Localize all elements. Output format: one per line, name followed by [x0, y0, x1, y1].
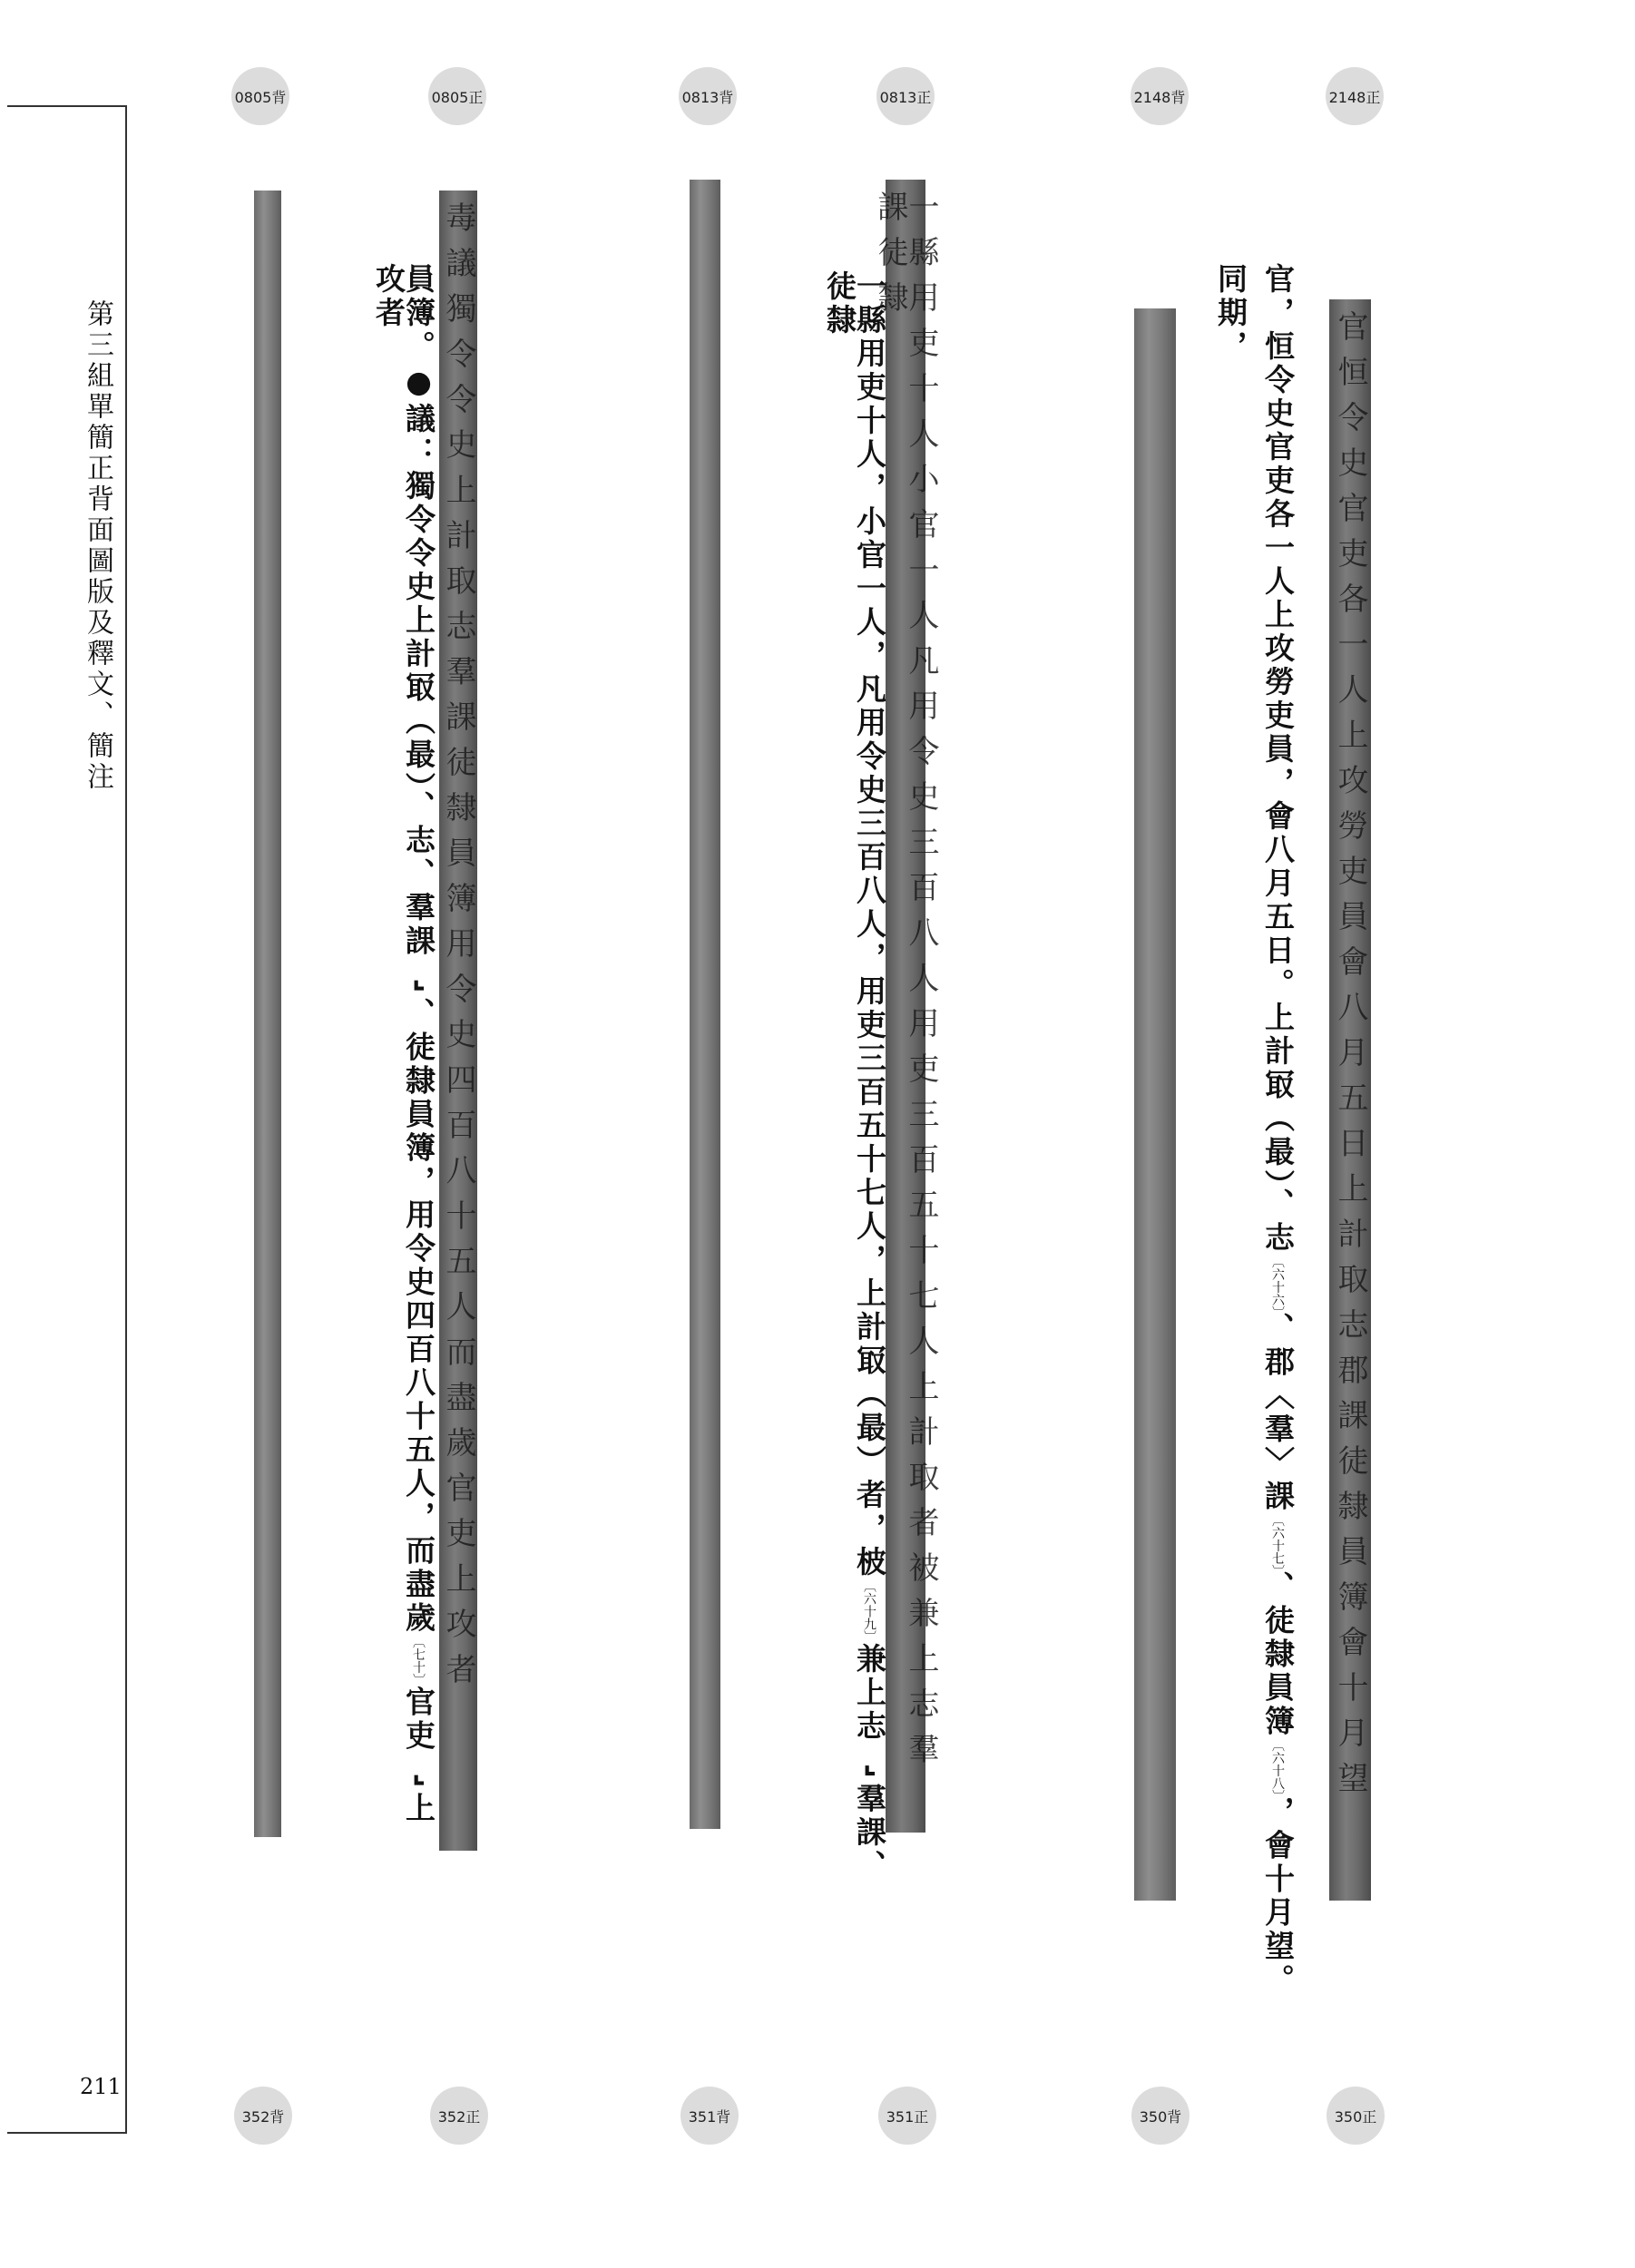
transcription-350-text-e: 同期， — [1213, 263, 1248, 364]
transcription-350-text-b: 、郡〈羣〉課 — [1260, 1312, 1296, 1514]
label-0805-front: 0805正 — [428, 67, 486, 125]
label-0813-front: 0813正 — [876, 67, 935, 125]
label-350-front: 350正 — [1327, 2087, 1385, 2145]
transcription-352-text-b: 官吏⌞上攻者 — [371, 263, 436, 1826]
transcription-352 — [371, 263, 436, 1842]
strip-2148-back — [1134, 308, 1176, 1901]
transcription-350-text-a: 官，恒令史官吏各一人上攻勞吏員，會八月五日。上計冣（最）、志 — [1260, 263, 1296, 1256]
strip-2148-front — [1329, 299, 1371, 1901]
transcription-351 — [822, 270, 887, 1885]
transcription-351-text-b: 兼上志⌞羣課、徒隸 — [822, 270, 887, 1883]
strip-0813-front — [872, 180, 939, 1833]
note-66: 〔六十六〕 — [1270, 1255, 1285, 1313]
page-number: 211 — [80, 2074, 122, 2099]
strip-0805-front — [439, 191, 477, 1851]
strip-0805-front-glyphs: 毒議獨令令史上計取志羣課徒隸員簿用令史四百八十五人而盡歲官吏上攻者 — [440, 201, 476, 1698]
label-2148-front: 2148正 — [1326, 67, 1384, 125]
note-70: 〔七十〕 — [411, 1635, 426, 1686]
label-351-back: 351背 — [680, 2087, 739, 2145]
transcription-350-col2 — [1213, 263, 1248, 445]
label-351-front: 351正 — [878, 2087, 936, 2145]
transcription-350-text-d: ，會十月望。 — [1260, 1795, 1296, 1998]
transcription-350-col1 — [1260, 263, 1296, 2032]
transcription-350-text-c: 、徒隸員簿 — [1260, 1570, 1296, 1739]
strip-0813-front-glyphs: 一縣用吏十人小官一人凡用令史三百八人用吏三百五十七人上計取者被兼上志羣課徒隸 — [872, 191, 939, 1778]
note-69: 〔六十九〕 — [862, 1579, 876, 1643]
note-68: 〔六十八〕 — [1270, 1738, 1285, 1796]
label-352-front: 352正 — [430, 2087, 488, 2145]
strip-2148-front-glyphs: 官恒令史官吏各一人上攻勞吏員會八月五日上計取志郡課徒隸員簿會十月望 — [1332, 310, 1368, 1807]
label-350-back: 350背 — [1131, 2087, 1190, 2145]
label-352-back: 352背 — [234, 2087, 292, 2145]
transcription-351-text-a: 一縣用吏十人，小官一人，凡用令史三百八人，用吏三百五十七人，上計冣（最）者，柀 — [852, 270, 887, 1579]
transcription-352-text-a: 員簿。●議：獨令令史上計冣（最）、志、羣課⌞、徒隸員簿，用令史四百八十五人，而盡歲 — [401, 263, 436, 1636]
strip-0805-back — [254, 191, 281, 1837]
side-title: 第三組單簡正背面圖版及釋文、簡注 — [82, 299, 113, 793]
note-67: 〔六十七〕 — [1270, 1513, 1285, 1571]
label-0813-back: 0813背 — [679, 67, 737, 125]
label-2148-back: 2148背 — [1131, 67, 1189, 125]
label-0805-back: 0805背 — [231, 67, 289, 125]
strip-0813-back — [690, 180, 720, 1829]
